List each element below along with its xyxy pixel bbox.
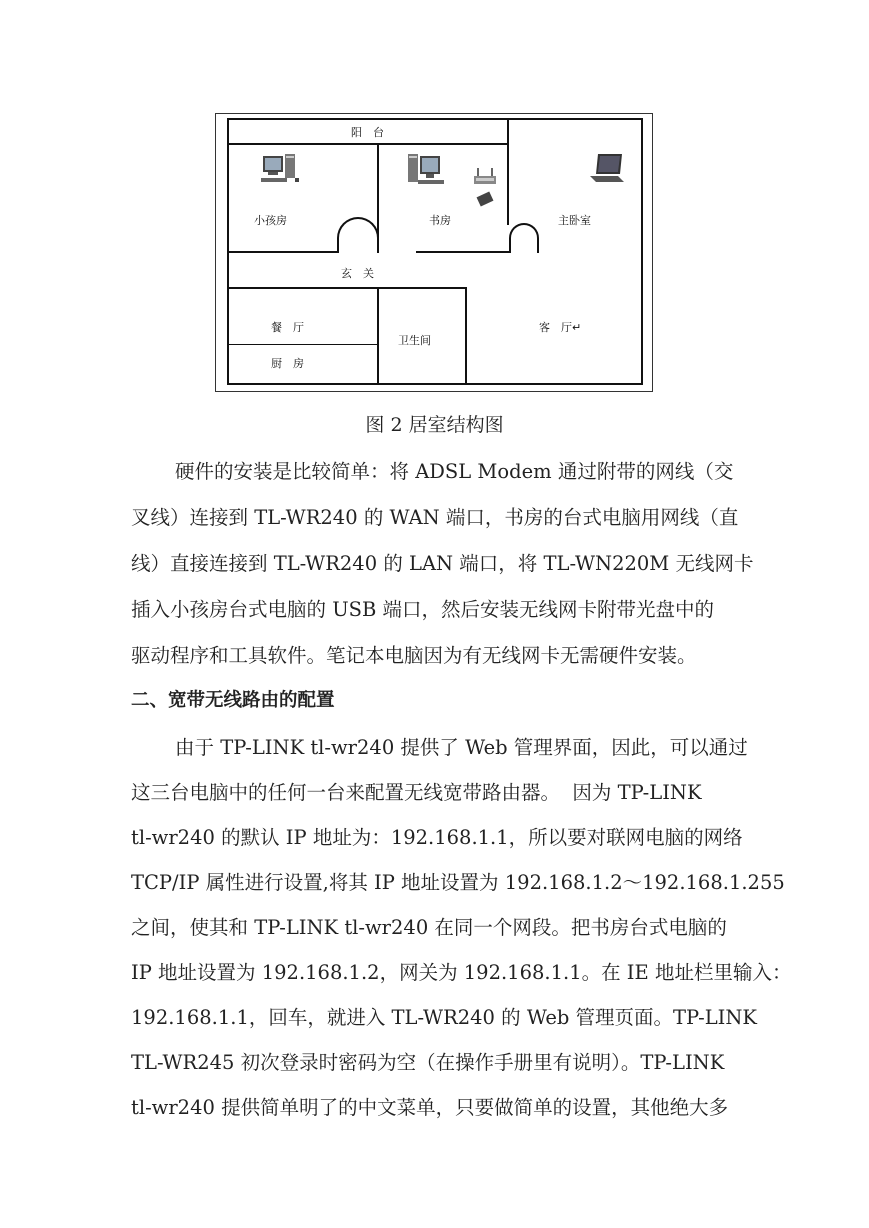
section-heading: 二、宽带无线路由的配置 [131,690,335,711]
dining-label: 餐 厅 [271,321,304,334]
paragraph-line: tl-wr240 提供简单明了的中文菜单，只要做简单的设置，其他绝大多 [131,1096,729,1119]
paragraph-line: TCP/IP 属性进行设置,将其 IP 地址设置为 192.168.1.2～192.168.1.255 [131,871,785,894]
kids-room-wall [227,251,337,253]
bathroom-wall [377,287,379,385]
entrance-wall [227,287,467,289]
paragraph-line: 插入小孩房台式电脑的 USB 端口，然后安装无线网卡附带光盘中的 [131,598,715,621]
study-wall [416,251,509,253]
paragraph-line: tl-wr240 的默认 IP 地址为：192.168.1.1，所以要对联网电脑的网络 [131,826,743,849]
paragraph-line: 这三台电脑中的任何一台来配置无线宽带路由器。 因为 TP-LINK [131,781,702,804]
bathroom-label: 卫生间 [398,334,431,347]
door-arc [337,217,379,253]
kitchen-label: 厨 房 [271,357,304,370]
paragraph-line: TL-WR245 初次登录时密码为空（在操作手册里有说明）。TP-LINK [131,1051,725,1074]
paragraph-line: 192.168.1.1，回车，就进入 TL-WR240 的 Web 管理页面。TP-LINK [131,1006,757,1029]
balcony-side-wall [507,118,509,225]
paragraph-line: IP 地址设置为 192.168.1.2，网关为 192.168.1.1。在 IE 地址栏里输入： [131,961,792,984]
paragraph-line: 由于 TP-LINK tl-wr240 提供了 Web 管理界面，因此，可以通过 [175,736,748,759]
paragraph-line: 之间，使其和 TP-LINK tl-wr240 在同一个网段。把书房台式电脑的 [131,916,727,939]
living-room-label: 客 厅↵ [539,321,582,334]
floor-plan-figure [215,113,653,392]
outer-wall [227,383,643,385]
outer-wall [641,118,643,385]
laptop-icon [588,152,626,186]
paragraph-line: 驱动程序和工具软件。笔记本电脑因为有无线网卡无需硬件安装。 [131,644,697,667]
paragraph-line: 硬件的安装是比较简单：将 ADSL Modem 通过附带的网线（交 [175,460,734,483]
dining-kitchen-wall [227,344,377,345]
desktop-computer-icon [406,152,450,190]
entrance-label: 玄 关 [341,267,374,280]
master-bedroom-label: 主卧室 [558,214,591,227]
balcony-wall [227,143,509,145]
figure-caption: 图 2 居室结构图 [365,414,504,436]
door-arc [509,223,539,253]
outer-wall [227,118,643,120]
paragraph-line: 线）直接连接到 TL-WR240 的 LAN 端口，将 TL-WN220M 无线网卡 [131,552,754,575]
paragraph-line: 叉线）连接到 TL-WR240 的 WAN 端口，书房的台式电脑用网线（直 [131,506,739,529]
study-label: 书房 [429,214,451,227]
desktop-computer-icon [261,152,305,188]
bathroom-wall [465,287,467,385]
kids-room-label: 小孩房 [254,214,287,227]
balcony-label: 阳 台 [351,126,384,139]
wireless-router-icon [472,166,500,210]
